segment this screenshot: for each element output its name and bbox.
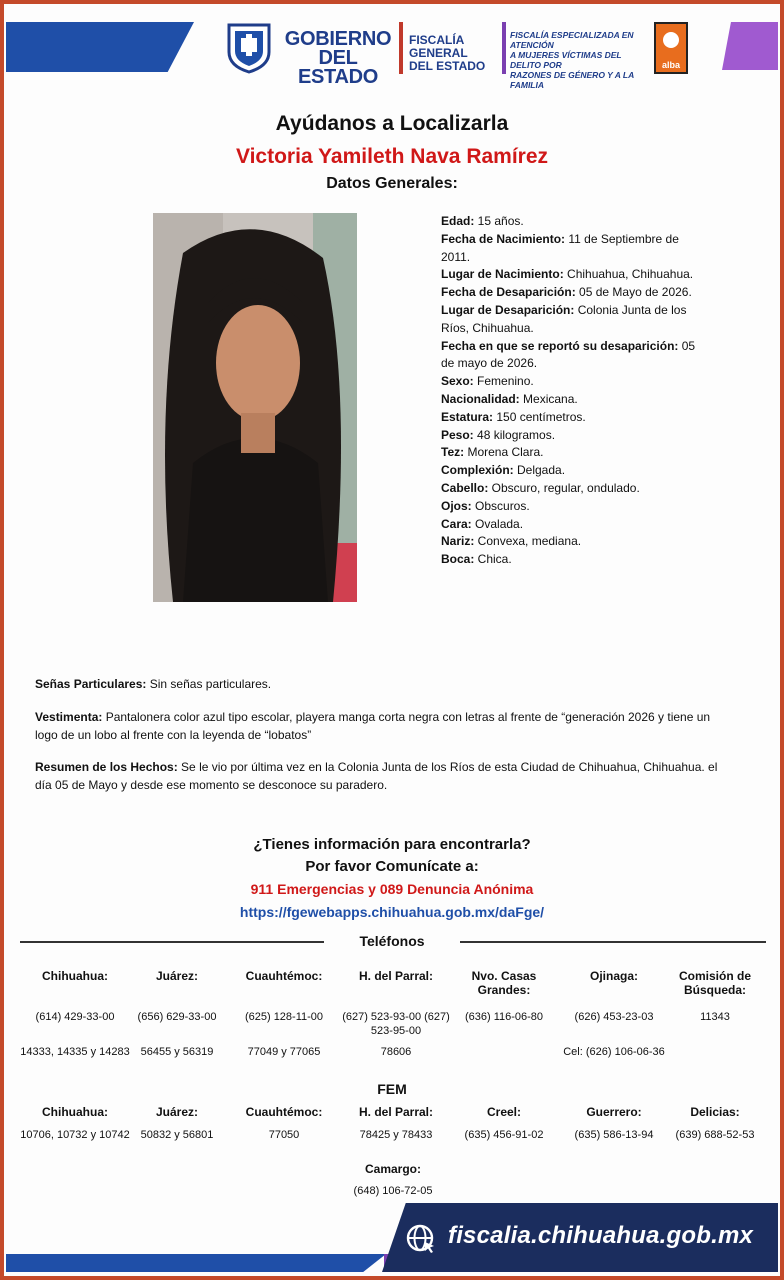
detail-row	[441, 409, 711, 427]
detail-value: Chihuahua, Chihuahua.	[563, 267, 694, 282]
fem-header: Juárez:	[155, 1105, 199, 1119]
telefonos-header: Nvo. Casas Grandes:	[471, 969, 537, 997]
telefonos-phone: (625) 128-11-00	[244, 1011, 324, 1023]
telefonos-extension: 56455 y 56319	[140, 1046, 214, 1058]
footer-url[interactable]: fiscalia.chihuahua.gob.mx	[448, 1222, 754, 1249]
telefonos-header: Juárez:	[155, 969, 199, 983]
header-blue-band	[6, 22, 194, 72]
detail-value: 150 centímetros.	[493, 409, 586, 424]
telefonos-header: Ojinaga:	[589, 969, 638, 983]
detail-value: 48 kilogramos.	[473, 427, 556, 442]
detail-label: Ojos:	[441, 498, 472, 513]
detail-label: Sexo:	[441, 374, 474, 389]
contact-instruction: Por favor Comunícate a:	[305, 858, 479, 875]
vestimenta-label: Vestimenta:	[35, 710, 103, 724]
telefonos-phone: (614) 429-33-00	[35, 1011, 115, 1023]
detail-label: Lugar de Nacimiento:	[441, 267, 564, 282]
detail-label: Boca:	[441, 552, 475, 567]
resumen-label: Resumen de los Hechos:	[35, 760, 178, 774]
header-divider-purple	[502, 22, 506, 74]
fem-header: Cuauhtémoc:	[245, 1105, 323, 1119]
telefonos-header: Chihuahua:	[42, 969, 108, 983]
detail-row	[441, 231, 711, 267]
detail-row	[441, 284, 711, 302]
fem-camargo-phone: (648) 106-72-05	[353, 1185, 433, 1197]
details-list	[441, 213, 711, 569]
fem-header: H. del Parral:	[358, 1105, 434, 1119]
resumen-value: Se le vio por última vez en la Colonia Junta de los Ríos de esta Ciudad de Chihuahua, Chihuahua. el día 05 de Mayo y desde ese momento se desconoce su paradero.	[35, 760, 718, 792]
detail-row	[441, 551, 711, 569]
detail-row	[441, 338, 711, 374]
telefonos-phone: (656) 629-33-00	[137, 1011, 217, 1023]
state-shield-icon	[226, 22, 272, 74]
detail-row	[441, 480, 711, 498]
fem-phone: (635) 456-91-02	[464, 1129, 544, 1141]
fem-phone: 78425 y 78433	[359, 1129, 433, 1141]
alba-label: alba	[661, 60, 680, 70]
gobierno-logo-text: GOBIERNO DEL ESTADO	[284, 28, 392, 88]
detail-value: Delgada.	[513, 463, 566, 478]
fem-title: FEM	[377, 1081, 407, 1097]
detail-row	[441, 391, 711, 409]
report-link[interactable]: https://fgewebapps.chihuahua.gob.mx/daFge/	[239, 904, 545, 920]
vestimenta-paragraph	[35, 709, 725, 744]
detail-value: 15 años.	[474, 214, 524, 228]
telefonos-divider-left	[20, 941, 324, 943]
detail-value: Obscuro, regular, ondulado.	[488, 480, 640, 495]
detail-label: Tez:	[441, 445, 465, 460]
alba-logo	[654, 22, 688, 74]
telefonos-extension: Cel: (626) 106-06-36	[563, 1046, 665, 1058]
detail-row	[441, 533, 711, 551]
contact-question: ¿Tienes información para encontrarla?	[253, 836, 531, 853]
detail-value: Femenino.	[473, 374, 534, 389]
detail-label: Nariz:	[441, 534, 475, 549]
person-photo	[153, 213, 357, 602]
footer-blue-strip	[6, 1254, 386, 1272]
fem-header: Guerrero:	[586, 1105, 642, 1119]
detail-value: Colonia Junta de los Ríos, Chihuahua.	[441, 302, 687, 335]
telefonos-phone: (627) 523-93-00 (627) 523-95-00	[342, 1011, 450, 1037]
telefonos-header: Comisión de Búsqueda:	[678, 969, 751, 997]
detail-label: Fecha de Nacimiento:	[441, 231, 566, 246]
section-title: Datos Generales:	[326, 175, 458, 192]
detail-row	[441, 462, 711, 480]
resumen-paragraph	[35, 759, 725, 794]
fem-phone: (639) 688-52-53	[675, 1129, 755, 1141]
detail-row	[441, 498, 711, 516]
fem-header: Delicias:	[690, 1105, 740, 1119]
header-purple-band	[722, 22, 778, 70]
detail-row	[441, 516, 711, 534]
detail-label: Complexión:	[441, 463, 514, 478]
detail-label: Fecha en que se reportó su desaparición:	[441, 338, 679, 353]
telefonos-phone: 11343	[700, 1011, 730, 1023]
ask-title: Ayúdanos a Localizarla	[275, 112, 509, 135]
fem-phone: (635) 586-13-94	[574, 1129, 654, 1141]
fem-header: Creel:	[486, 1105, 521, 1119]
detail-row	[441, 373, 711, 391]
detail-row	[441, 444, 711, 462]
fem-phone: 50832 y 56801	[140, 1129, 214, 1141]
senas-value: Sin señas particulares.	[146, 677, 272, 691]
detail-value: 05 de Mayo de 2026.	[575, 285, 692, 300]
detail-label: Nacionalidad:	[441, 391, 520, 406]
detail-row	[441, 427, 711, 445]
detail-value: Chica.	[474, 552, 512, 567]
fem-camargo-header: Camargo:	[364, 1162, 421, 1176]
emergency-numbers: 911 Emergencias y 089 Denuncia Anónima	[250, 881, 534, 897]
fge-logo-text: FISCALÍA GENERAL DEL ESTADO	[409, 33, 486, 73]
vestimenta-value: Pantalonera color azul tipo escolar, playera manga corta negra con letras al frente de “generación 2026 y tiene un logo de un lobo al frente con la leyenda de “lobatos”	[35, 710, 711, 742]
alba-figure-icon	[663, 32, 679, 48]
globe-icon	[406, 1224, 436, 1254]
detail-value: Mexicana.	[519, 391, 578, 406]
telefonos-header: H. del Parral:	[358, 969, 434, 983]
detail-row	[441, 302, 711, 338]
fea-logo-text: FISCALÍA ESPECIALIZADA EN ATENCIÓN A MUJERES VÍCTIMAS DEL DELITO POR RAZONES DE GÉNERO Y A LA FAMILIA	[510, 30, 634, 90]
detail-label: Cabello:	[441, 480, 489, 495]
detail-value: Obscuros.	[471, 498, 530, 513]
senas-label: Señas Particulares:	[35, 677, 147, 691]
detail-value: Ovalada.	[471, 516, 524, 531]
detail-value: 11 de Septiembre de 2011.	[441, 231, 679, 264]
detail-value: Convexa, mediana.	[474, 534, 582, 549]
detail-label: Cara:	[441, 516, 472, 531]
telefonos-phone: (636) 116-06-80	[464, 1011, 544, 1023]
telefonos-divider-right	[460, 941, 766, 943]
detail-row	[441, 213, 711, 231]
detail-label: Estatura:	[441, 409, 494, 424]
detail-label: Lugar de Desaparición:	[441, 302, 575, 317]
detail-value: Morena Clara.	[464, 445, 544, 460]
telefonos-title: Teléfonos	[359, 933, 425, 949]
detail-label: Fecha de Desaparición:	[441, 285, 576, 300]
telefonos-extension: 78606	[380, 1046, 412, 1058]
header-divider-red	[399, 22, 403, 74]
telefonos-extension: 77049 y 77065	[247, 1046, 321, 1058]
telefonos-phone: (626) 453-23-03	[574, 1011, 654, 1023]
telefonos-extension: 14333, 14335 y 14283	[20, 1046, 130, 1058]
detail-row	[441, 266, 711, 284]
senas-paragraph	[35, 676, 725, 694]
person-name: Victoria Yamileth Nava Ramírez	[235, 145, 549, 168]
detail-value: 05 de mayo de 2026.	[441, 338, 696, 371]
detail-label: Peso:	[441, 427, 474, 442]
fem-header: Chihuahua:	[42, 1105, 108, 1119]
fem-phone: 10706, 10732 y 10742	[20, 1129, 130, 1141]
detail-label: Edad:	[441, 214, 475, 228]
fem-phone: 77050	[268, 1129, 300, 1141]
telefonos-header: Cuauhtémoc:	[245, 969, 323, 983]
